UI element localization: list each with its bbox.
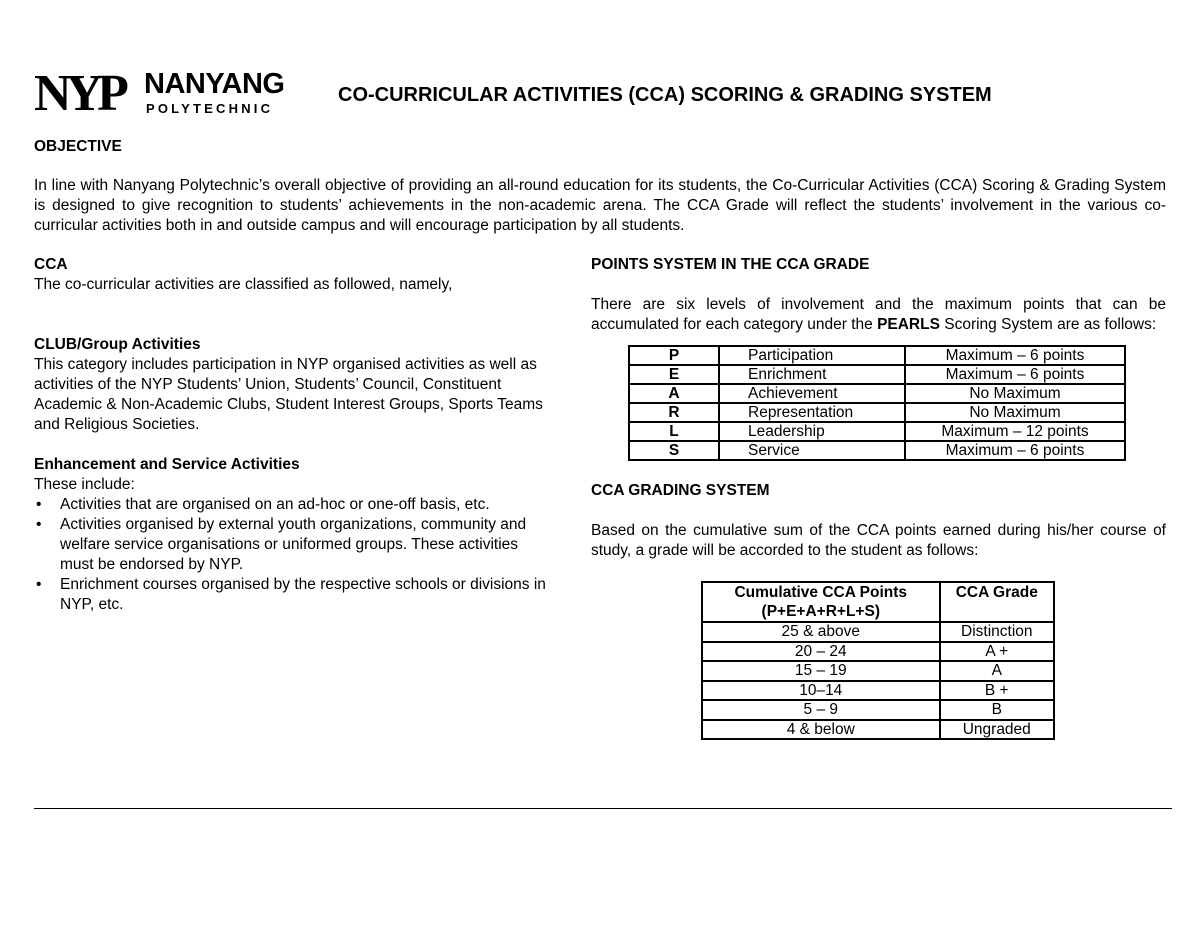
nyp-logo (34, 65, 294, 122)
page-title: CO-CURRICULAR ACTIVITIES (CCA) SCORING & GRADING SYSTEM (338, 84, 992, 106)
table-row: R Representation No Maximum (629, 403, 1125, 422)
cca-heading: CCA (34, 256, 68, 273)
grading-heading: CCA GRADING SYSTEM (591, 482, 770, 499)
logo-mark: NYP (34, 65, 123, 122)
table-header-row (702, 582, 1054, 622)
logo-name: NANYANG (144, 68, 285, 100)
grades-table (701, 581, 1055, 740)
objective-heading: OBJECTIVE (34, 138, 122, 155)
points-heading: POINTS SYSTEM IN THE CCA GRADE (591, 256, 870, 273)
grading-intro: Based on the cumulative sum of the CCA points earned during his/her course of study, a grade will be accorded to the student as follows: (591, 522, 1166, 559)
club-body: This category includes participation in NYP organised activities as well as activities of the NYP Students’ Union, Students’ Council, Constituent Academic & Non-Academic Clubs, Student Interest Groups, Sports Teams and Religious Societies. (34, 356, 543, 433)
left-column (34, 255, 549, 615)
list-item: • Activities organised by external youth organizations, community and welfare service organisations or uniformed groups. These activities must be endorsed by NYP. (34, 515, 549, 575)
footer-divider (34, 808, 1172, 809)
table-row: 15 – 19 A (702, 661, 1054, 681)
list-item: • Activities that are organised on an ad-hoc or one-off basis, etc. (34, 495, 549, 515)
table-row: 5 – 9 B (702, 700, 1054, 720)
table-row: A Achievement No Maximum (629, 384, 1125, 403)
list-item: • Enrichment courses organised by the respective schools or divisions in NYP, etc. (34, 575, 549, 615)
table-row: S Service Maximum – 6 points (629, 441, 1125, 460)
right-column (591, 255, 1166, 740)
cca-intro: The co-curricular activities are classified as followed, namely, (34, 276, 453, 293)
objective-body: In line with Nanyang Polytechnic’s overall objective of providing an all-round education for its students, the Co-Curricular Activities (CCA) Scoring & Grading System is designed to give recognition to students’ achievements in the non-academic arena. The CCA Grade will reflect the students’ involvement in the various co-curricular activities both in and outside campus and will encourage participation by all students. (34, 177, 1166, 234)
points-intro: There are six levels of involvement and the maximum points that can be accumulated for each category under the PEARLS Scoring System are as follows: (591, 296, 1166, 333)
table-row: 4 & below Ungraded (702, 720, 1054, 740)
enhancement-intro: These include: (34, 476, 135, 493)
points-column-header: Cumulative CCA Points (P+E+A+R+L+S) (702, 582, 940, 622)
table-row: 20 – 24 A + (702, 642, 1054, 662)
table-row: P Participation Maximum – 6 points (629, 346, 1125, 365)
table-row: 25 & above Distinction (702, 622, 1054, 642)
club-heading: CLUB/Group Activities (34, 336, 201, 353)
table-row: L Leadership Maximum – 12 points (629, 422, 1125, 441)
table-row: 10–14 B + (702, 681, 1054, 701)
pearls-table (628, 345, 1126, 461)
enhancement-list (34, 495, 549, 615)
table-row: E Enrichment Maximum – 6 points (629, 365, 1125, 384)
enhancement-heading: Enhancement and Service Activities (34, 456, 300, 473)
grade-column-header: CCA Grade (940, 582, 1054, 622)
logo-subtitle: POLYTECHNIC (146, 101, 274, 116)
